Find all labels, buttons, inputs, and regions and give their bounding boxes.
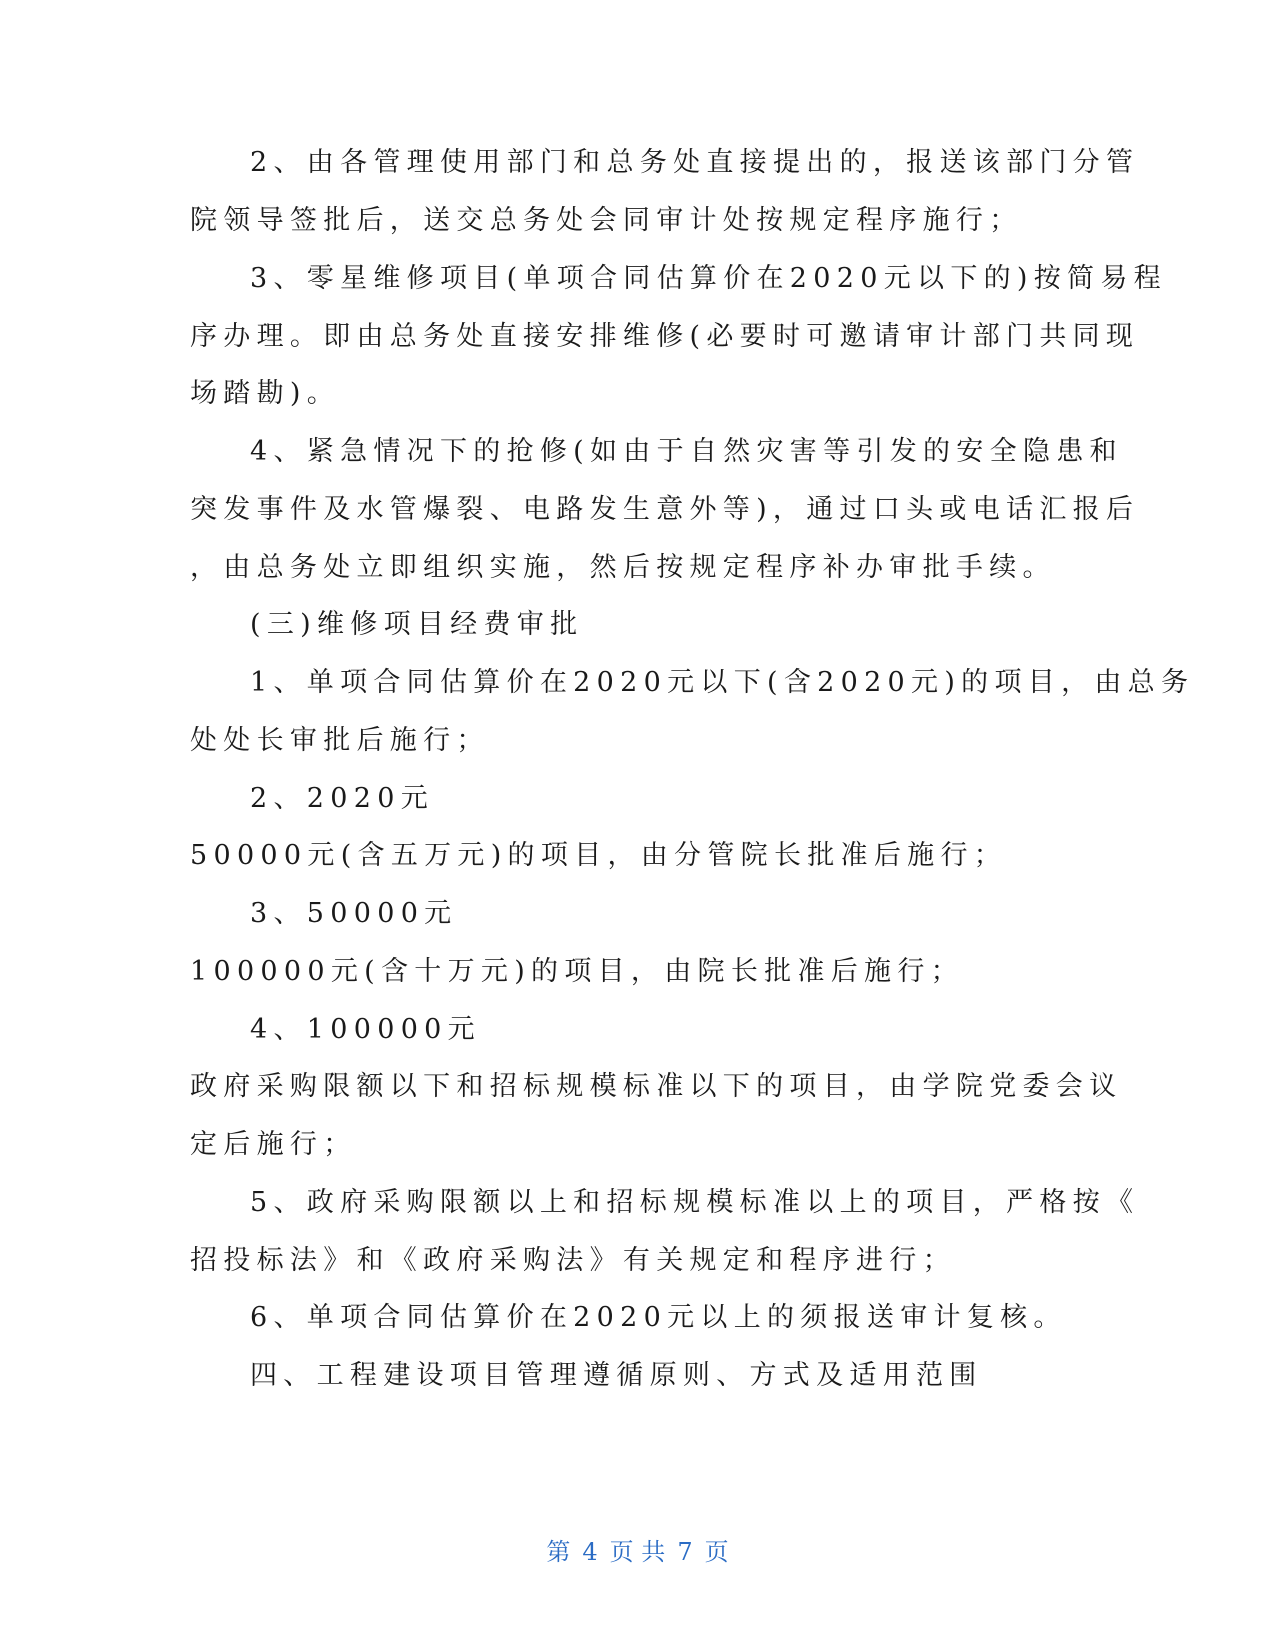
body-line-10: 1、单项合同估算价在2020元以下(含2020元)的项目，由总务 [250,667,1195,698]
body-line-17: 政府采购限额以下和招标规模标准以下的项目，由学院党委会议 [190,1071,1123,1102]
body-line-21: 6、单项合同估算价在2020元以上的须报送审计复核。 [250,1302,1067,1333]
footer-suffix: 页 [704,1538,729,1566]
body-line-18: 定后施行； [190,1129,357,1160]
body-line-19: 5、政府采购限额以上和招标规模标准以上的项目，严格按《 [250,1187,1140,1218]
body-line-16: 4、100000元 [250,1014,481,1045]
body-line-8: ，由总务处立即组织实施，然后按规定程序补办审批手续。 [190,552,1056,583]
page-footer [0,1532,1275,1567]
section-heading-4: 四、工程建设项目管理遵循原则、方式及适用范围 [250,1360,983,1391]
body-line-3: 3、零星维修项目(单项合同估算价在2020元以下的)按简易程 [250,263,1167,294]
body-line-13: 50000元(含五万元)的项目，由分管院长批准后施行； [190,840,1008,871]
body-line-12: 2、2020元 [250,783,434,814]
body-line-2: 院领导签批后，送交总务处会同审计处按规定程序施行； [190,205,1023,236]
body-line-14: 3、50000元 [250,898,458,929]
body-line-11: 处处长审批后施行； [190,725,490,756]
body-line-6: 4、紧急情况下的抢修(如由于自然灾害等引发的安全隐患和 [250,436,1123,467]
body-line-15: 100000元(含十万元)的项目，由院长批准后施行； [190,956,964,987]
body-line-7: 突发事件及水管爆裂、电路发生意外等)，通过口头或电话汇报后 [190,494,1140,525]
body-line-20: 招投标法》和《政府采购法》有关规定和程序进行； [190,1245,956,1276]
footer-current-page: 4 [582,1538,598,1566]
body-line-1: 2、由各管理使用部门和总务处直接提出的，报送该部门分管 [250,147,1140,178]
footer-mid: 页 共 [609,1538,666,1566]
body-line-4: 序办理。即由总务处直接安排维修(必要时可邀请审计部门共同现 [190,321,1140,352]
section-heading-3: (三)维修项目经费审批 [250,609,584,640]
body-line-5: 场踏勘)。 [190,378,341,409]
footer-prefix: 第 [546,1538,571,1566]
footer-total-pages: 7 [677,1538,693,1566]
